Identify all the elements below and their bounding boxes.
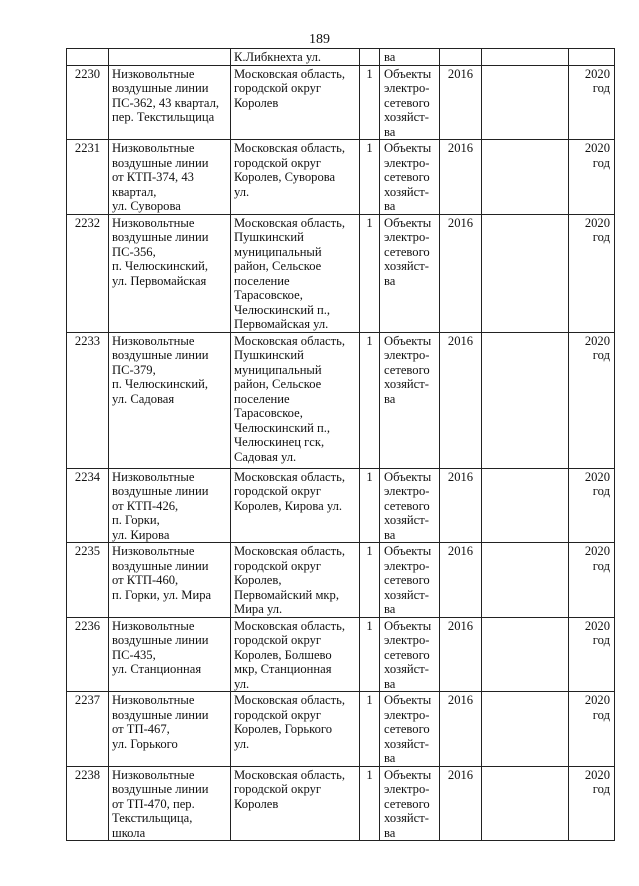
table-row (67, 468, 615, 543)
object-type-line: электро- (384, 558, 430, 573)
address-line: городской округ (234, 782, 322, 796)
address-line: Пушкинский (234, 348, 304, 362)
cell-num (67, 49, 109, 66)
cell-empty (482, 543, 569, 618)
address-line: Первомайский мкр, (234, 587, 339, 602)
address-line: Челюскинец гск, (234, 435, 325, 449)
address-line: городской округ (234, 633, 322, 647)
address-line: Королев, (234, 573, 282, 587)
due-line: год (592, 155, 610, 170)
cell-address (231, 140, 360, 215)
address-line: Королев (234, 796, 279, 811)
cell-object-type (380, 766, 440, 841)
table-row (67, 692, 615, 767)
object-type-line: ва (384, 50, 396, 64)
name-line: Низковольтные (112, 693, 195, 707)
object-type-line: хозяйст- (384, 184, 429, 199)
name-line: Низковольтные (112, 544, 195, 558)
name-line: воздушные линии (112, 707, 209, 722)
name-line: ПС-435, (112, 647, 156, 662)
due-line: 2020 (584, 469, 610, 484)
address-line: муниципальный (234, 362, 322, 377)
cell-address (231, 766, 360, 841)
address-line: Московская область, (234, 618, 346, 633)
cell-count: 1 (360, 332, 380, 468)
cell-address (231, 692, 360, 767)
address-line: Тарасовское, (234, 288, 303, 302)
cell-count: 1 (360, 692, 380, 767)
cell-name (109, 140, 231, 215)
object-type-line: Объекты (384, 618, 432, 633)
object-type-line: сетевого (384, 362, 430, 377)
cell-due (569, 766, 615, 841)
cell-object-type (380, 140, 440, 215)
cell-empty (482, 617, 569, 692)
cell-name (109, 766, 231, 841)
object-type-line: Объекты (384, 333, 432, 348)
address-line: городской округ (234, 484, 322, 498)
object-type-line: ва (384, 602, 396, 616)
name-line: п. Челюскинский, (112, 259, 209, 273)
cell-name (109, 49, 231, 66)
name-line: воздушные линии (112, 348, 209, 362)
address-line: Московская область, (234, 141, 346, 155)
object-type-line: сетевого (384, 573, 430, 587)
name-line: воздушные линии (112, 782, 209, 796)
due-line: год (592, 558, 610, 573)
address-line: район, Сельское (234, 259, 322, 273)
object-type-line: Объекты (384, 66, 432, 81)
object-type-line: сетевого (384, 796, 430, 811)
object-type-line: электро- (384, 348, 430, 362)
cell-year: 2016 (440, 543, 482, 618)
cell-year: 2016 (440, 468, 482, 543)
address-line: К.Либкнехта ул. (234, 50, 322, 64)
name-line: Низковольтные (112, 215, 195, 230)
table-row (67, 543, 615, 618)
name-line: ул. Кирова (112, 527, 170, 542)
object-type-line: ва (384, 676, 396, 691)
object-type-line: хозяйст- (384, 736, 429, 751)
cell-count: 1 (360, 543, 380, 618)
cell-year (440, 49, 482, 66)
object-type-line: ва (384, 124, 396, 139)
address-line: муниципальный (234, 244, 322, 259)
cell-name (109, 543, 231, 618)
cell-year: 2016 (440, 214, 482, 332)
cell-year: 2016 (440, 65, 482, 140)
object-type-line: Объекты (384, 215, 432, 230)
name-line: от ТП-467, (112, 722, 170, 736)
object-type-line: хозяйст- (384, 377, 429, 391)
object-type-line: электро- (384, 707, 430, 722)
cell-num: 2230 (67, 65, 109, 140)
address-line: Московская область, (234, 469, 346, 484)
cell-due (569, 65, 615, 140)
cell-year: 2016 (440, 766, 482, 841)
cell-empty (482, 766, 569, 841)
cell-num: 2232 (67, 214, 109, 332)
object-type-line: ва (384, 199, 396, 213)
cell-object-type (380, 65, 440, 140)
cell-address (231, 65, 360, 140)
name-line: воздушные линии (112, 484, 209, 498)
cell-num: 2236 (67, 617, 109, 692)
address-line: ул. (234, 676, 250, 691)
name-line: Низковольтные (112, 469, 195, 484)
cell-num: 2238 (67, 766, 109, 841)
cell-object-type (380, 49, 440, 66)
name-line: ПС-362, 43 квартал, (112, 95, 220, 110)
address-line: Королев, Болшево (234, 647, 332, 662)
cell-year: 2016 (440, 692, 482, 767)
object-type-line: сетевого (384, 170, 430, 184)
cell-name (109, 332, 231, 468)
name-line: Текстильщица, (112, 811, 193, 825)
object-type-line: сетевого (384, 722, 430, 736)
cell-object-type (380, 692, 440, 767)
name-line: ул. Горького (112, 736, 178, 751)
cell-object-type (380, 468, 440, 543)
cell-empty (482, 692, 569, 767)
cell-empty (482, 214, 569, 332)
address-line: городской округ (234, 155, 322, 170)
due-line: 2020 (584, 693, 610, 707)
cell-object-type (380, 214, 440, 332)
name-line: ул. Станционная (112, 662, 202, 676)
name-line: воздушные линии (112, 558, 209, 573)
object-type-line: ва (384, 825, 396, 840)
address-line: городской округ (234, 707, 322, 722)
due-line: 2020 (584, 618, 610, 633)
cell-due (569, 543, 615, 618)
address-line: ул. (234, 736, 250, 751)
name-line: пер. Текстильщица (112, 110, 215, 124)
object-type-line: сетевого (384, 498, 430, 513)
cell-name (109, 617, 231, 692)
due-line: год (592, 707, 610, 722)
cell-due (569, 617, 615, 692)
cell-due (569, 692, 615, 767)
object-type-line: ва (384, 273, 396, 288)
table-row (67, 617, 615, 692)
address-line: Московская область, (234, 66, 346, 81)
object-type-line: сетевого (384, 647, 430, 662)
object-type-line: хозяйст- (384, 259, 429, 273)
cell-num: 2234 (67, 468, 109, 543)
address-line: поселение (234, 273, 290, 288)
address-line: Тарасовское, (234, 406, 303, 420)
name-line: квартал, (112, 184, 157, 199)
due-line: 2020 (584, 333, 610, 348)
name-line: п. Горки, ул. Мира (112, 587, 212, 602)
address-line: Королев, Суворова (234, 170, 336, 184)
cell-address (231, 214, 360, 332)
object-type-line: хозяйст- (384, 587, 429, 602)
address-line: Московская область, (234, 544, 346, 558)
continuation-row (67, 49, 615, 66)
address-line: мкр, Станционная (234, 662, 332, 676)
object-type-line: сетевого (384, 95, 430, 110)
table-row (67, 332, 615, 468)
object-type-line: Объекты (384, 767, 432, 782)
cell-empty (482, 65, 569, 140)
cell-address (231, 468, 360, 543)
cell-empty (482, 140, 569, 215)
name-line: Низковольтные (112, 767, 195, 782)
table-row (67, 140, 615, 215)
cell-name (109, 65, 231, 140)
cell-num: 2235 (67, 543, 109, 618)
due-line: год (592, 230, 610, 244)
objects-table-body (67, 49, 615, 841)
cell-due (569, 214, 615, 332)
objects-table (66, 48, 615, 841)
due-line: год (592, 348, 610, 362)
object-type-line: ва (384, 391, 396, 406)
address-line: поселение (234, 391, 290, 406)
name-line: Низковольтные (112, 141, 195, 155)
cell-count: 1 (360, 140, 380, 215)
object-type-line: ва (384, 527, 396, 542)
name-line: п. Горки, (112, 513, 160, 527)
due-line: 2020 (584, 141, 610, 155)
due-line: год (592, 782, 610, 796)
due-line: год (592, 633, 610, 647)
cell-empty (482, 332, 569, 468)
address-line: Московская область, (234, 215, 346, 230)
object-type-line: электро- (384, 81, 430, 95)
table-row (67, 766, 615, 841)
cell-address (231, 617, 360, 692)
address-line: Московская область, (234, 333, 346, 348)
name-line: от КТП-460, (112, 573, 179, 587)
cell-address (231, 332, 360, 468)
address-line: ул. (234, 184, 250, 199)
object-type-line: электро- (384, 155, 430, 170)
address-line: городской округ (234, 81, 322, 95)
name-line: школа (112, 825, 146, 840)
name-line: Низковольтные (112, 333, 195, 348)
name-line: Низковольтные (112, 618, 195, 633)
object-type-line: Объекты (384, 693, 432, 707)
cell-due (569, 140, 615, 215)
address-line: Королев (234, 95, 279, 110)
object-type-line: сетевого (384, 244, 430, 259)
cell-due (569, 49, 615, 66)
address-line: район, Сельское (234, 377, 322, 391)
table-row (67, 65, 615, 140)
cell-year: 2016 (440, 617, 482, 692)
due-line: год (592, 484, 610, 498)
cell-empty (482, 49, 569, 66)
object-type-line: Объекты (384, 141, 432, 155)
name-line: Низковольтные (112, 66, 195, 81)
object-type-line: Объекты (384, 544, 432, 558)
address-line: городской округ (234, 558, 322, 573)
cell-year: 2016 (440, 332, 482, 468)
address-line: Садовая ул. (234, 449, 297, 464)
name-line: ПС-379, (112, 362, 156, 377)
name-line: воздушные линии (112, 633, 209, 647)
address-line: Мира ул. (234, 602, 283, 616)
object-type-line: электро- (384, 230, 430, 244)
address-line: Первомайская ул. (234, 317, 329, 331)
due-line: 2020 (584, 544, 610, 558)
cell-count: 1 (360, 468, 380, 543)
name-line: п. Челюскинский, (112, 377, 209, 391)
due-line: год (592, 81, 610, 95)
due-line: 2020 (584, 66, 610, 81)
cell-name (109, 214, 231, 332)
cell-count (360, 49, 380, 66)
object-type-line: электро- (384, 484, 430, 498)
name-line: ул. Садовая (112, 391, 175, 406)
object-type-line: хозяйст- (384, 662, 429, 676)
cell-name (109, 692, 231, 767)
name-line: ул. Суворова (112, 199, 181, 213)
cell-object-type (380, 617, 440, 692)
cell-count: 1 (360, 766, 380, 841)
cell-empty (482, 468, 569, 543)
cell-num: 2231 (67, 140, 109, 215)
address-line: Королев, Кирова ул. (234, 498, 343, 513)
cell-object-type (380, 332, 440, 468)
object-type-line: электро- (384, 782, 430, 796)
cell-count: 1 (360, 617, 380, 692)
object-type-line: электро- (384, 633, 430, 647)
name-line: воздушные линии (112, 230, 209, 244)
object-type-line: хозяйст- (384, 811, 429, 825)
due-line: 2020 (584, 767, 610, 782)
name-line: воздушные линии (112, 155, 209, 170)
cell-name (109, 468, 231, 543)
cell-address (231, 543, 360, 618)
object-type-line: Объекты (384, 469, 432, 484)
cell-count: 1 (360, 214, 380, 332)
cell-object-type (380, 543, 440, 618)
name-line: ул. Первомайская (112, 273, 207, 288)
object-type-line: хозяйст- (384, 110, 429, 124)
address-line: Московская область, (234, 767, 346, 782)
due-line: 2020 (584, 215, 610, 230)
address-line: Челюскинский п., (234, 302, 331, 317)
cell-address (231, 49, 360, 66)
cell-count: 1 (360, 65, 380, 140)
table-row (67, 214, 615, 332)
cell-due (569, 332, 615, 468)
cell-num: 2237 (67, 692, 109, 767)
address-line: Челюскинский п., (234, 420, 331, 435)
address-line: Пушкинский (234, 230, 304, 244)
name-line: ПС-356, (112, 244, 156, 259)
cell-year: 2016 (440, 140, 482, 215)
name-line: от КТП-426, (112, 498, 179, 513)
name-line: воздушные линии (112, 81, 209, 95)
address-line: Королев, Горького (234, 722, 333, 736)
object-type-line: хозяйст- (384, 513, 429, 527)
cell-num: 2233 (67, 332, 109, 468)
address-line: Московская область, (234, 693, 346, 707)
cell-due (569, 468, 615, 543)
name-line: от ТП-470, пер. (112, 796, 195, 811)
object-type-line: ва (384, 751, 396, 765)
name-line: от КТП-374, 43 (112, 170, 194, 184)
page-number: 189 (309, 32, 330, 47)
